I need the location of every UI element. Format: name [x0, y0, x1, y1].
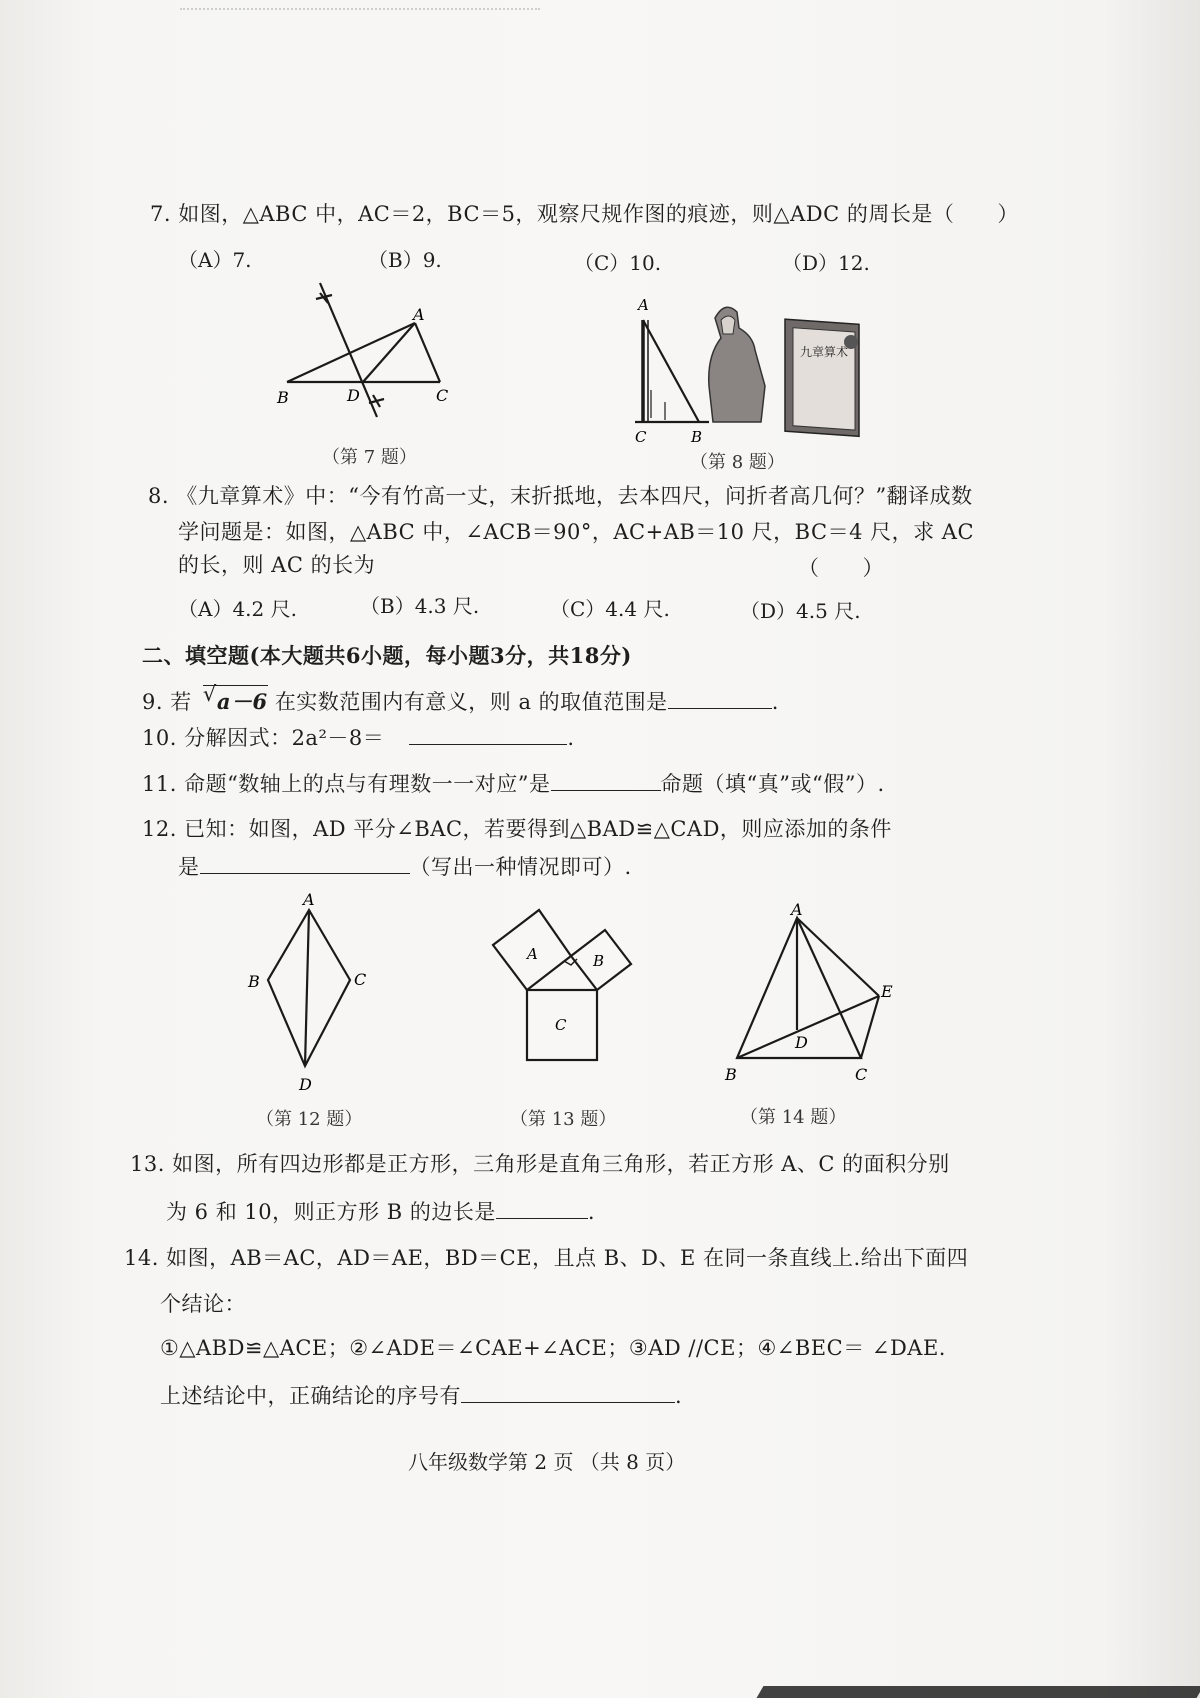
q12-label-b: B: [248, 972, 260, 991]
q8-answer-paren: （ ）: [798, 556, 884, 580]
q14-label-a: A: [791, 900, 803, 919]
q7-figure: [270, 275, 480, 445]
q9-period: .: [771, 690, 779, 714]
q8-caption: （第 8 题）: [690, 452, 785, 473]
cropped-top-text: [180, 0, 540, 10]
q7-stem: 7. 如图，△ABC 中，AC＝2，BC＝5，观察尺规作图的痕迹，则△ADC 的周长是（ ）: [150, 202, 1019, 226]
section-2-heading: 二、填空题(本大题共6小题，每小题3分，共18分): [142, 643, 632, 668]
q9-radical: √ a－6: [202, 682, 268, 714]
q11-after: 命题（填“真”或“假”）.: [660, 772, 885, 796]
q14-line4-before: 上述结论中，正确结论的序号有: [160, 1384, 461, 1408]
q12-label-c: C: [354, 970, 367, 989]
q12-figure: [240, 888, 380, 1103]
q12-stem-line1: 12. 已知：如图，AD 平分∠BAC，若要得到△BAD≌△CAD，则应添加的条件: [142, 817, 892, 841]
q9-stem: [142, 682, 779, 716]
q14-period: .: [675, 1384, 683, 1408]
q11-stem: [142, 768, 885, 798]
q12-stem-line2: [178, 851, 632, 881]
q8-option-b: （B）4.3 尺.: [360, 594, 480, 618]
q7-option-b: （B）9.: [368, 248, 442, 272]
q10-text: 10. 分解因式：2a²－8＝: [142, 726, 385, 750]
q7-label-b: B: [277, 388, 289, 407]
q9-stem-after: 在实数范围内有意义，则 a 的取值范围是: [274, 690, 668, 714]
book-title: 九章算术: [800, 345, 849, 359]
q10-period: .: [567, 726, 575, 750]
q12-line2-after: （写出一种情况即可）.: [409, 855, 632, 879]
q8-stem-line1: 8. 《九章算术》中：“今有竹高一丈，末折抵地，去本四尺，问折者高几何？”翻译成数: [148, 484, 973, 508]
q13-figure: [485, 900, 645, 1075]
q14-stem-line4: [160, 1380, 682, 1410]
q8-label-b: B: [691, 428, 703, 446]
q12-label-a: A: [303, 890, 315, 909]
q8-option-a: （A）4.2 尺.: [178, 597, 297, 621]
q7-caption: （第 7 题）: [322, 447, 417, 468]
q13-label-a: A: [527, 945, 538, 963]
q7-label-c: C: [436, 386, 449, 405]
q11-before: 11. 命题“数轴上的点与有理数一一对应”是: [142, 772, 551, 796]
q14-caption: （第 14 题）: [740, 1107, 847, 1128]
q8-stem-line3: 的长，则 AC 的长为: [178, 553, 376, 577]
q10-answer-blank[interactable]: [409, 724, 567, 745]
q14-figure: [715, 900, 905, 1090]
q7-option-a: （A）7.: [178, 248, 252, 272]
q13-stem-line1: 13. 如图，所有四边形都是正方形，三角形是直角三角形，若正方形 A、C 的面积分别: [130, 1152, 950, 1176]
q14-stem-line2: 个结论：: [160, 1292, 246, 1316]
q13-answer-blank[interactable]: [496, 1198, 588, 1219]
q7-option-c: （C）10.: [574, 251, 662, 275]
q14-label-e: E: [881, 982, 893, 1001]
q13-line2-before: 为 6 和 10，则正方形 B 的边长是: [166, 1200, 496, 1224]
q8-figure: [625, 290, 875, 470]
q7-option-d: （D）12.: [782, 251, 870, 275]
q8-label-a: A: [638, 296, 649, 314]
q13-label-c: C: [555, 1016, 567, 1034]
q12-line2-before: 是: [178, 855, 200, 879]
q8-stem-line2: 学问题是：如图，△ABC 中，∠ACB＝90°，AC+AB＝10 尺，BC＝4 尺，求 AC: [178, 520, 975, 544]
q13-period: .: [587, 1200, 596, 1224]
q9-answer-blank[interactable]: [668, 688, 772, 709]
q7-label-a: A: [413, 305, 425, 324]
q8-option-c: （C）4.4 尺.: [550, 597, 670, 621]
q10-stem: [142, 722, 575, 752]
q14-label-b: B: [725, 1065, 737, 1084]
page-footer: 八年级数学第 2 页 （共 8 页）: [408, 1450, 686, 1474]
q9-stem-before: 9. 若: [142, 690, 192, 714]
q14-answer-blank[interactable]: [461, 1382, 675, 1403]
q13-label-b: B: [593, 952, 605, 970]
q13-stem-line2: [166, 1196, 595, 1226]
q12-label-d: D: [299, 1075, 312, 1094]
q8-label-c: C: [635, 428, 647, 446]
book-cover-illustration: [785, 319, 859, 436]
q12-answer-blank[interactable]: [200, 853, 410, 874]
q13-caption: （第 13 题）: [510, 1109, 617, 1130]
scan-shadow: [757, 1686, 1200, 1698]
q14-label-c: C: [855, 1065, 868, 1084]
q12-caption: （第 12 题）: [256, 1109, 363, 1130]
q14-label-d: D: [795, 1033, 808, 1052]
q11-answer-blank[interactable]: [551, 770, 661, 791]
q14-stem-line1: 14. 如图，AB＝AC，AD＝AE，BD＝CE，且点 B、D、E 在同一条直线上.给出下面四: [124, 1246, 969, 1270]
q14-conclusions: ①△ABD≌△ACE；②∠ADE＝∠CAE+∠ACE；③AD //CE；④∠BEC＝ ∠DAE.: [160, 1336, 946, 1360]
ancient-scholar-illustration: [709, 307, 765, 422]
q7-label-d: D: [347, 386, 360, 405]
q9-radicand: a－6: [216, 689, 268, 714]
q8-option-d: （D）4.5 尺.: [740, 599, 861, 623]
